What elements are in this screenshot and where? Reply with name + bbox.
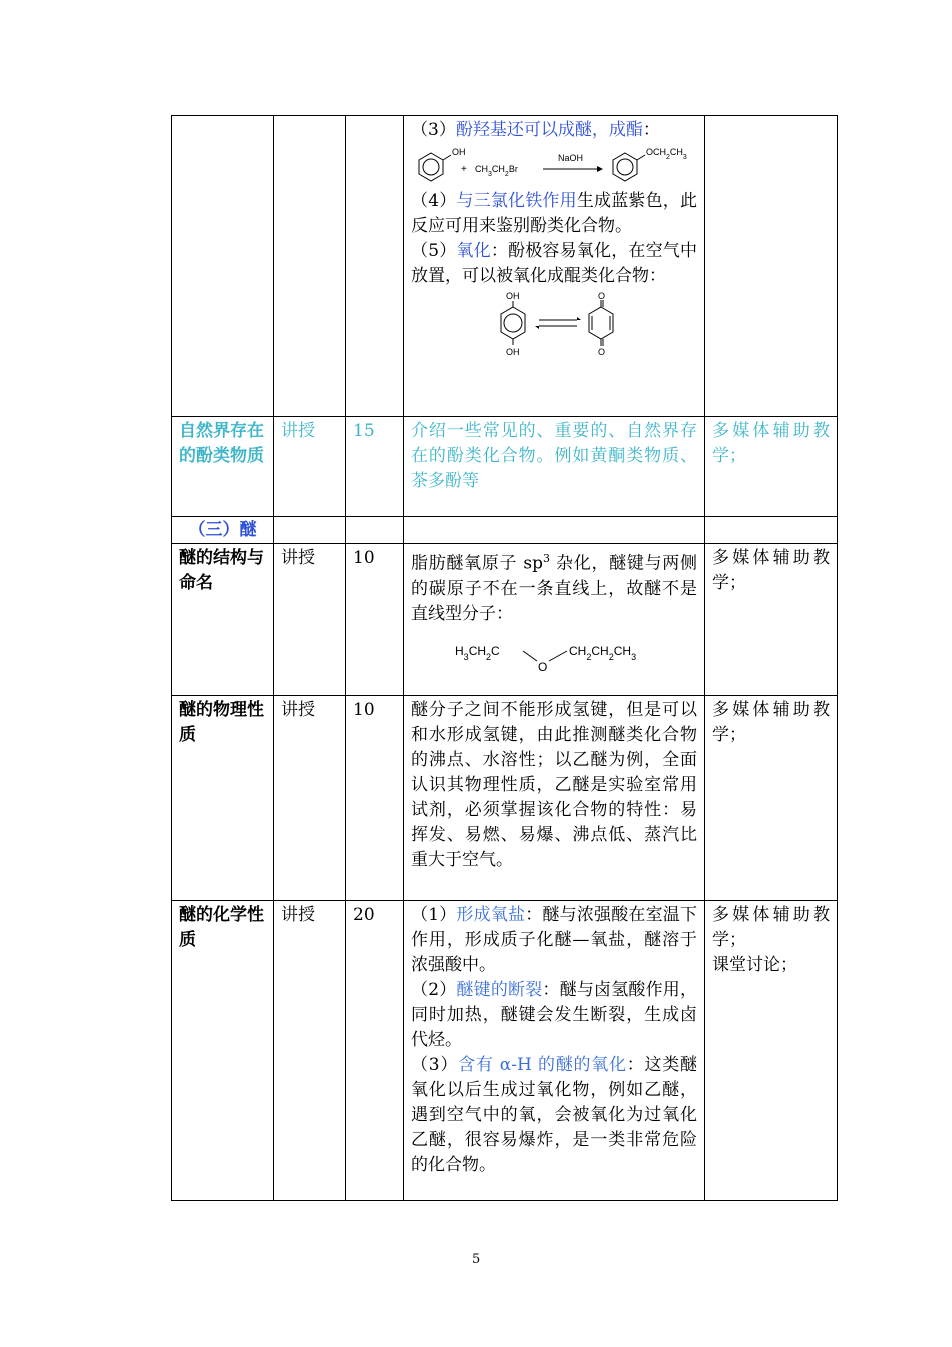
- table-row: [172, 544, 838, 696]
- body-text: ：醚与卤氢酸作用，同时加热，醚键会发生断裂，生成卤代烃。: [411, 980, 698, 1050]
- method-cell: 讲授: [274, 901, 346, 1201]
- right-group: $CH_2CH_2CH_3$: [569, 643, 637, 662]
- item-label: （2）: [411, 980, 457, 1000]
- oh-bottom-label: OH: [506, 347, 520, 357]
- content-cell: [404, 517, 705, 544]
- means-cell: [705, 116, 838, 417]
- topic-cell: 醚的化学性质: [172, 901, 274, 1201]
- minutes-cell: 10: [346, 696, 404, 901]
- body-text: ：酚极容易氧化，在空气中放置，可以被氧化成醌类化合物：: [411, 241, 698, 286]
- ether-structure: [411, 629, 701, 673]
- o-bottom-label: O: [598, 347, 606, 357]
- page-number: 5: [472, 1252, 481, 1267]
- highlight-text: 含有 α-H 的醚的氧化: [458, 1055, 627, 1075]
- topic-cell: [172, 116, 274, 417]
- means-text: 多媒体辅助教学；: [712, 905, 830, 950]
- highlight-text: 与三氯化铁作用: [456, 191, 577, 211]
- body-text: ：醚与浓强酸在室温下作用，形成质子化醚—氧盐，醚溶于浓强酸中。: [411, 905, 698, 975]
- hydroquinone-quinone-scheme: [411, 291, 701, 363]
- table-row: [172, 696, 838, 901]
- body-text: 脂肪醚氧原子 sp: [411, 553, 543, 574]
- property-2: [411, 978, 697, 1053]
- topic-cell: 醚的物理性质: [172, 696, 274, 901]
- item-label: （3）: [411, 1055, 459, 1075]
- reagent-label: $CH_3CH_2Br$: [475, 164, 518, 178]
- means-cell: 多媒体辅助教学；: [705, 696, 838, 901]
- minutes-cell: 10: [346, 544, 404, 696]
- property-1: [411, 903, 697, 978]
- table-row: [172, 517, 838, 544]
- product-label: $OCH_2CH_3$: [646, 147, 687, 161]
- item-label: （1）: [411, 905, 457, 925]
- means-cell: 多媒体辅助教学；: [705, 417, 838, 517]
- oh-top-label: OH: [506, 291, 520, 301]
- superscript: 3: [542, 552, 550, 565]
- means-cell: 多媒体辅助教学；: [705, 544, 838, 696]
- etherification-scheme: [411, 145, 701, 187]
- method-cell: 讲授: [274, 696, 346, 901]
- means-text: 课堂讨论；: [712, 955, 797, 975]
- content-cell: 醚分子之间不能形成氢键，但是可以和水形成氢键，由此推测醚类化合物的沸点、水溶性；以乙醚为例，全面认识其物理性质，乙醚是实验室常用试剂，必须掌握该化合物的特性：易挥发、易燃、易爆、沸点低、蒸汽比重大于空气。: [404, 696, 705, 901]
- minutes-cell: 15: [346, 417, 404, 517]
- topic-cell: 醚的结构与命名: [172, 544, 274, 696]
- table-row: [172, 901, 838, 1201]
- body-text: 杂化，醚键与两侧的碳原子不在一条直线上，故醚不是直线型分子：: [411, 553, 697, 624]
- oh-label: OH: [452, 147, 466, 157]
- item-label: （4）: [411, 191, 457, 211]
- reaction-5: [411, 239, 697, 289]
- content-cell: [404, 116, 705, 417]
- lesson-plan-table: [171, 115, 838, 1201]
- method-cell: [274, 517, 346, 544]
- method-cell: [274, 116, 346, 417]
- highlight-text: 酚羟基还可以成醚，成酯: [455, 120, 643, 140]
- o-top-label: O: [598, 291, 606, 301]
- section-heading: （三）醚: [172, 517, 274, 544]
- catalyst-label: NaOH: [558, 153, 584, 163]
- punct: ：: [642, 120, 660, 140]
- body-text: ：这类醚氧化以后生成过氧化物，例如乙醚，遇到空气中的氧，会被氧化为过氧化乙醚，很容易爆炸，是一类非常危险的化合物。: [411, 1055, 698, 1175]
- item-label: （3）: [411, 120, 456, 140]
- structure-text: [411, 546, 697, 627]
- minutes-cell: 20: [346, 901, 404, 1201]
- means-cell: [705, 901, 838, 1201]
- body-text: 生成蓝紫色，此反应可用来鉴别酚类化合物。: [411, 191, 698, 236]
- method-cell: 讲授: [274, 544, 346, 696]
- highlight-text: 氧化: [456, 241, 491, 261]
- minutes-cell: [346, 116, 404, 417]
- property-3: [411, 1053, 697, 1178]
- oxygen-label: O: [538, 659, 548, 673]
- content-cell: 介绍一些常见的、重要的、自然界存在的酚类化合物。例如黄酮类物质、茶多酚等: [404, 417, 705, 517]
- reaction-3-heading: [411, 118, 697, 143]
- table-row: [172, 116, 838, 417]
- reaction-4: [411, 189, 697, 239]
- means-cell: [705, 517, 838, 544]
- minutes-cell: [346, 517, 404, 544]
- method-cell: 讲授: [274, 417, 346, 517]
- highlight-text: 形成氧盐: [456, 905, 526, 925]
- content-cell: [404, 544, 705, 696]
- item-label: （5）: [411, 241, 457, 261]
- plus-sign: +: [461, 164, 467, 175]
- left-group: $H_3CH_2C$: [455, 643, 500, 662]
- highlight-text: 醚键的断裂: [456, 980, 543, 1000]
- topic-cell: 自然界存在的酚类物质: [172, 417, 274, 517]
- table-row: [172, 417, 838, 517]
- content-cell: [404, 901, 705, 1201]
